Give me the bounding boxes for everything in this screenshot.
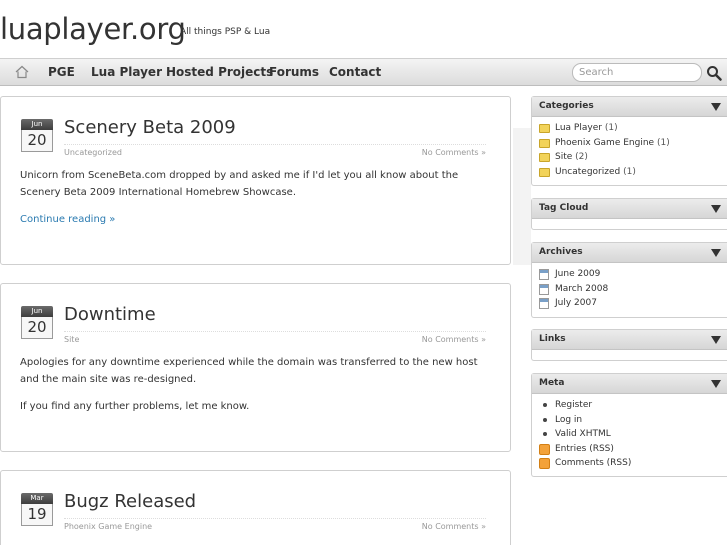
post-body — [20, 354, 490, 425]
widget-title: Categories — [539, 101, 594, 111]
post-category-link[interactable]: Phoenix Game Engine — [64, 522, 153, 531]
post-date-month: Jun — [21, 306, 53, 317]
widget-header[interactable] — [532, 374, 727, 394]
folder-icon — [539, 153, 550, 162]
post — [0, 470, 511, 545]
post-title[interactable]: Scenery Beta 2009 — [64, 117, 236, 138]
folder-icon — [539, 139, 550, 148]
post-date-day: 19 — [21, 504, 53, 526]
home-icon[interactable] — [14, 64, 30, 80]
collapse-arrow-icon[interactable] — [711, 103, 721, 111]
register-link[interactable]: Register — [555, 400, 593, 410]
continue-reading-link[interactable]: Continue reading » — [20, 214, 116, 225]
post-category-link[interactable]: Uncategorized — [64, 148, 122, 157]
post-comments-link[interactable]: No Comments » — [421, 335, 486, 344]
category-link[interactable]: Uncategorized — [555, 166, 621, 177]
site-title[interactable]: luaplayer.org — [0, 12, 186, 46]
category-link[interactable]: Phoenix Game Engine — [555, 137, 655, 148]
meta-item — [539, 413, 727, 428]
category-item — [539, 121, 727, 136]
folder-icon — [539, 124, 550, 133]
category-link[interactable]: Lua Player — [555, 123, 602, 133]
collapse-arrow-icon[interactable] — [711, 380, 721, 388]
post-paragraph: Unicorn from SceneBeta.com dropped by and asked me if I'd let you all know about the Scenery Beta 2009 International Homebrew Showcase. — [20, 170, 459, 198]
post-date-day: 20 — [21, 130, 53, 152]
calendar-icon — [539, 269, 549, 280]
site-tagline: All things PSP & Lua — [180, 27, 271, 37]
collapse-arrow-icon[interactable] — [711, 336, 721, 344]
post-comments-link[interactable]: No Comments » — [421, 522, 486, 531]
archive-item — [539, 296, 727, 311]
post-meta — [64, 518, 486, 530]
post-comments-link[interactable]: No Comments » — [421, 148, 486, 157]
archive-link[interactable]: June 2009 — [555, 269, 601, 279]
post-date-calendar — [21, 493, 53, 527]
meta-item — [539, 398, 727, 413]
category-item — [539, 150, 727, 165]
main-navbar — [0, 58, 727, 86]
widget-title: Archives — [539, 247, 583, 257]
post — [0, 283, 511, 452]
widget-archives — [531, 242, 727, 318]
collapse-arrow-icon[interactable] — [711, 205, 721, 213]
post-date-calendar — [21, 306, 53, 340]
post-meta — [64, 331, 486, 343]
magnifier-icon[interactable] — [706, 65, 722, 81]
widget-categories — [531, 96, 727, 186]
widget-header[interactable] — [532, 97, 727, 117]
entries-rss-link[interactable]: Entries (RSS) — [555, 443, 614, 454]
collapse-arrow-icon[interactable] — [711, 249, 721, 257]
post-date-day: 20 — [21, 317, 53, 339]
nav-item-hosted-projects[interactable]: Hosted Projects — [166, 65, 274, 79]
post-date-month: Mar — [21, 493, 53, 504]
category-count: (2) — [575, 152, 588, 162]
widget-links — [531, 329, 727, 361]
archive-item — [539, 267, 727, 282]
post-title[interactable]: Bugz Released — [64, 491, 197, 512]
widget-title: Links — [539, 334, 566, 344]
post-paragraph: If you find any further problems, let me know. — [20, 401, 250, 412]
widget-header[interactable] — [532, 199, 727, 219]
calendar-icon — [539, 284, 549, 295]
bullet-icon — [543, 432, 547, 436]
post-body — [20, 167, 490, 238]
post-category-link[interactable]: Site — [64, 335, 80, 344]
meta-item — [539, 442, 727, 457]
archive-item — [539, 282, 727, 297]
post-date-month: Jun — [21, 119, 53, 130]
category-count: (1) — [604, 123, 618, 133]
category-count: (1) — [656, 137, 670, 148]
category-item — [539, 165, 727, 180]
post-meta — [64, 144, 486, 156]
widget-header[interactable] — [532, 330, 727, 350]
comments-rss-link[interactable]: Comments (RSS) — [555, 458, 632, 468]
search-input[interactable] — [572, 63, 702, 82]
category-link[interactable]: Site — [555, 152, 573, 162]
widget-title: Tag Cloud — [539, 203, 589, 213]
archive-link[interactable]: July 2007 — [555, 298, 597, 308]
rss-icon — [539, 458, 550, 469]
login-link[interactable]: Log in — [555, 414, 583, 425]
site-header — [0, 0, 727, 58]
archive-link[interactable]: March 2008 — [555, 283, 609, 294]
bullet-icon — [543, 418, 547, 422]
widget-title: Meta — [539, 378, 565, 388]
post-title[interactable]: Downtime — [64, 304, 156, 325]
bullet-icon — [543, 403, 547, 407]
meta-item — [539, 456, 727, 471]
widget-meta — [531, 373, 727, 477]
post-paragraph: Apologies for any downtime experienced while the domain was transferred to the new host and the main site was re-designed. — [20, 357, 478, 385]
post-date-calendar — [21, 119, 53, 153]
folder-icon — [539, 168, 550, 177]
nav-item-lua-player[interactable]: Lua Player — [91, 65, 162, 79]
rss-icon — [539, 444, 550, 455]
widget-header[interactable] — [532, 243, 727, 263]
nav-item-forums[interactable]: Forums — [269, 65, 320, 79]
category-count: (1) — [623, 166, 636, 177]
post — [0, 96, 511, 265]
nav-item-contact[interactable]: Contact — [329, 65, 382, 79]
content-gutter — [513, 128, 531, 265]
widget-tag-cloud — [531, 198, 727, 230]
category-item — [539, 136, 727, 151]
calendar-icon — [539, 298, 549, 309]
nav-item-pge[interactable]: PGE — [48, 65, 75, 79]
meta-item — [539, 427, 727, 442]
valid-xhtml-link[interactable]: Valid XHTML — [555, 429, 611, 439]
